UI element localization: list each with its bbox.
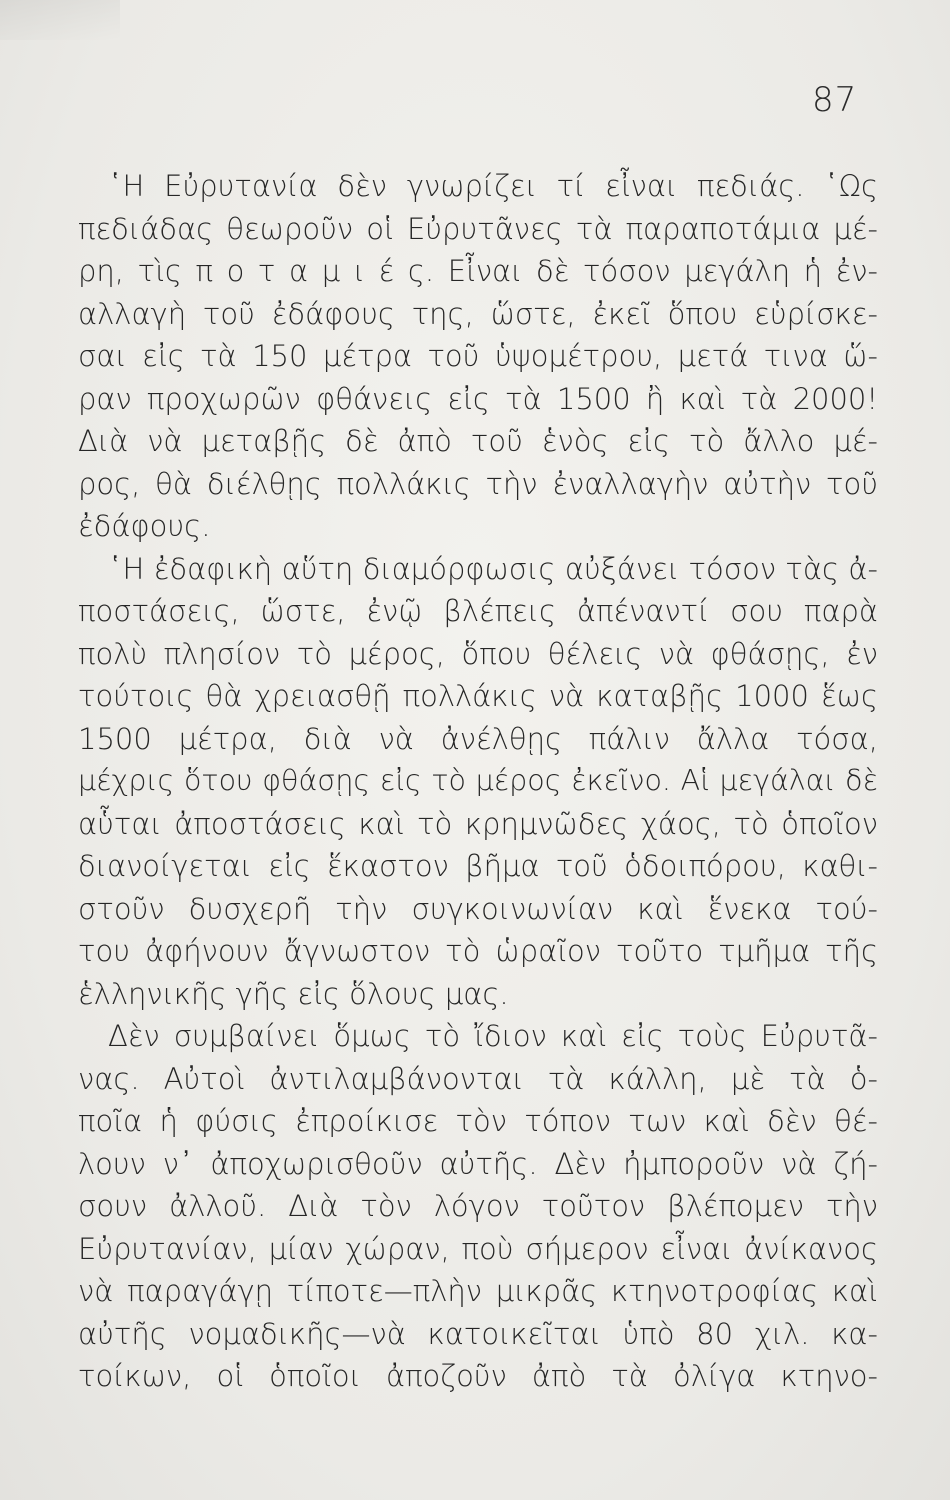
text-line: ρη, τὶς π ο τ α μ ι έ ς. Εἶναι δὲ τόσον μεγάλη ἡ ἐν- <box>78 254 878 288</box>
text-line: μέχρις ὅτου φθάσῃς εἰς τὸ μέρος ἐκεῖνο. Αἱ μεγάλαι δὲ <box>78 764 878 797</box>
text-line: διανοίγεται εἰς ἕκαστον βῆμα τοῦ ὁδοιπόρου, καθι- <box>78 849 878 883</box>
text-line: αὗται ἀποστάσεις καὶ τὸ κρημνῶδες χάος, τὸ ὁποῖον <box>78 806 878 841</box>
text-line: στοῦν δυσχερῆ τὴν συγκοινωνίαν καὶ ἕνεκα τού- <box>78 891 878 926</box>
text-line: ραν προχωρῶν φθάνεις εἰς τὰ 1500 ἢ καὶ τὰ 2000! <box>78 381 878 416</box>
text-line: λουν ν᾿ ἀποχωρισθοῦν αὐτῆς. Δὲν ἠμποροῦν νὰ ζή- <box>78 1146 878 1181</box>
text-line: αλλαγὴ τοῦ ἐδάφους της, ὥστε, ἐκεῖ ὅπου εὑρίσκε- <box>78 296 878 331</box>
text-line: Εὐρυτανίαν, μίαν χώραν, ποὺ σήμερον εἶναι ἀνίκανος <box>78 1231 878 1266</box>
text-line: Δὲν συμβαίνει ὅμως τὸ ἴδιον καὶ εἰς τοὺς Εὐρυτᾶ- <box>108 1019 878 1053</box>
text-line: σαι εἰς τὰ 150 μέτρα τοῦ ὑψομέτρου, μετά τινα ὥ- <box>78 339 878 373</box>
text-line: νας. Αὐτοὶ ἀντιλαμβάνονται τὰ κάλλη, μὲ τὰ ὁ- <box>78 1061 878 1096</box>
text-line: ἑλληνικῆς γῆς εἰς ὅλους μας. <box>78 976 509 1011</box>
page-corner-shadow <box>0 0 120 40</box>
text-line: ρος, θὰ διέλθῃς πολλάκις τὴν ἐναλλαγὴν αὐτὴν τοῦ <box>78 466 878 501</box>
text-line: τοίκων, οἱ ὁποῖοι ἀποζοῦν ἀπὸ τὰ ὀλίγα κτηνο- <box>78 1359 878 1393</box>
text-line: πολὺ πλησίον τὸ μέρος, ὅπου θέλεις νὰ φθάσῃς, ἐν <box>78 636 878 671</box>
text-line: 1500 μέτρα, διὰ νὰ ἀνέλθῃς πάλιν ἄλλα τόσα, <box>78 721 878 756</box>
text-line: τούτοις θὰ χρειασθῇ πολλάκις νὰ καταβῇς 1000 ἕως <box>78 679 878 713</box>
text-line: σουν ἀλλοῦ. Διὰ τὸν λόγον τοῦτον βλέπομεν τὴν <box>78 1189 878 1223</box>
text-line: αὐτῆς νομαδικῆς—νὰ κατοικεῖται ὑπὸ 80 χιλ. κα- <box>78 1316 878 1351</box>
text-line: ποῖα ἡ φύσις ἐπροίκισε τὸν τόπον των καὶ δὲν θέ- <box>78 1104 878 1138</box>
text-line: του ἀφήνουν ἄγνωστον τὸ ὡραῖον τοῦτο τμῆμα τῆς <box>78 934 878 968</box>
text-line: ῾Η Εὐρυτανία δὲν γνωρίζει τί εἶναι πεδιάς. ῾Ως <box>108 169 878 203</box>
body-text <box>78 165 878 1398</box>
text-line: νὰ παραγάγῃ τίποτε—πλὴν μικρᾶς κτηνοτροφίας καὶ <box>78 1274 878 1308</box>
text-line: πεδιάδας θεωροῦν οἱ Εὐρυτᾶνες τὰ παραποτάμια μέ- <box>78 211 878 246</box>
text-line: ποστάσεις, ὥστε, ἐνῷ βλέπεις ἀπέναντί σου παρὰ <box>78 594 878 628</box>
text-line: ῾Η ἐδαφικὴ αὕτη διαμόρφωσις αὐξάνει τόσον τὰς ἀ- <box>108 551 878 586</box>
text-line: Διὰ νὰ μεταβῇς δὲ ἀπὸ τοῦ ἑνὸς εἰς τὸ ἄλλο μέ- <box>78 424 878 458</box>
page-number: 87 <box>812 80 858 120</box>
text-line: ἐδάφους. <box>78 509 211 543</box>
